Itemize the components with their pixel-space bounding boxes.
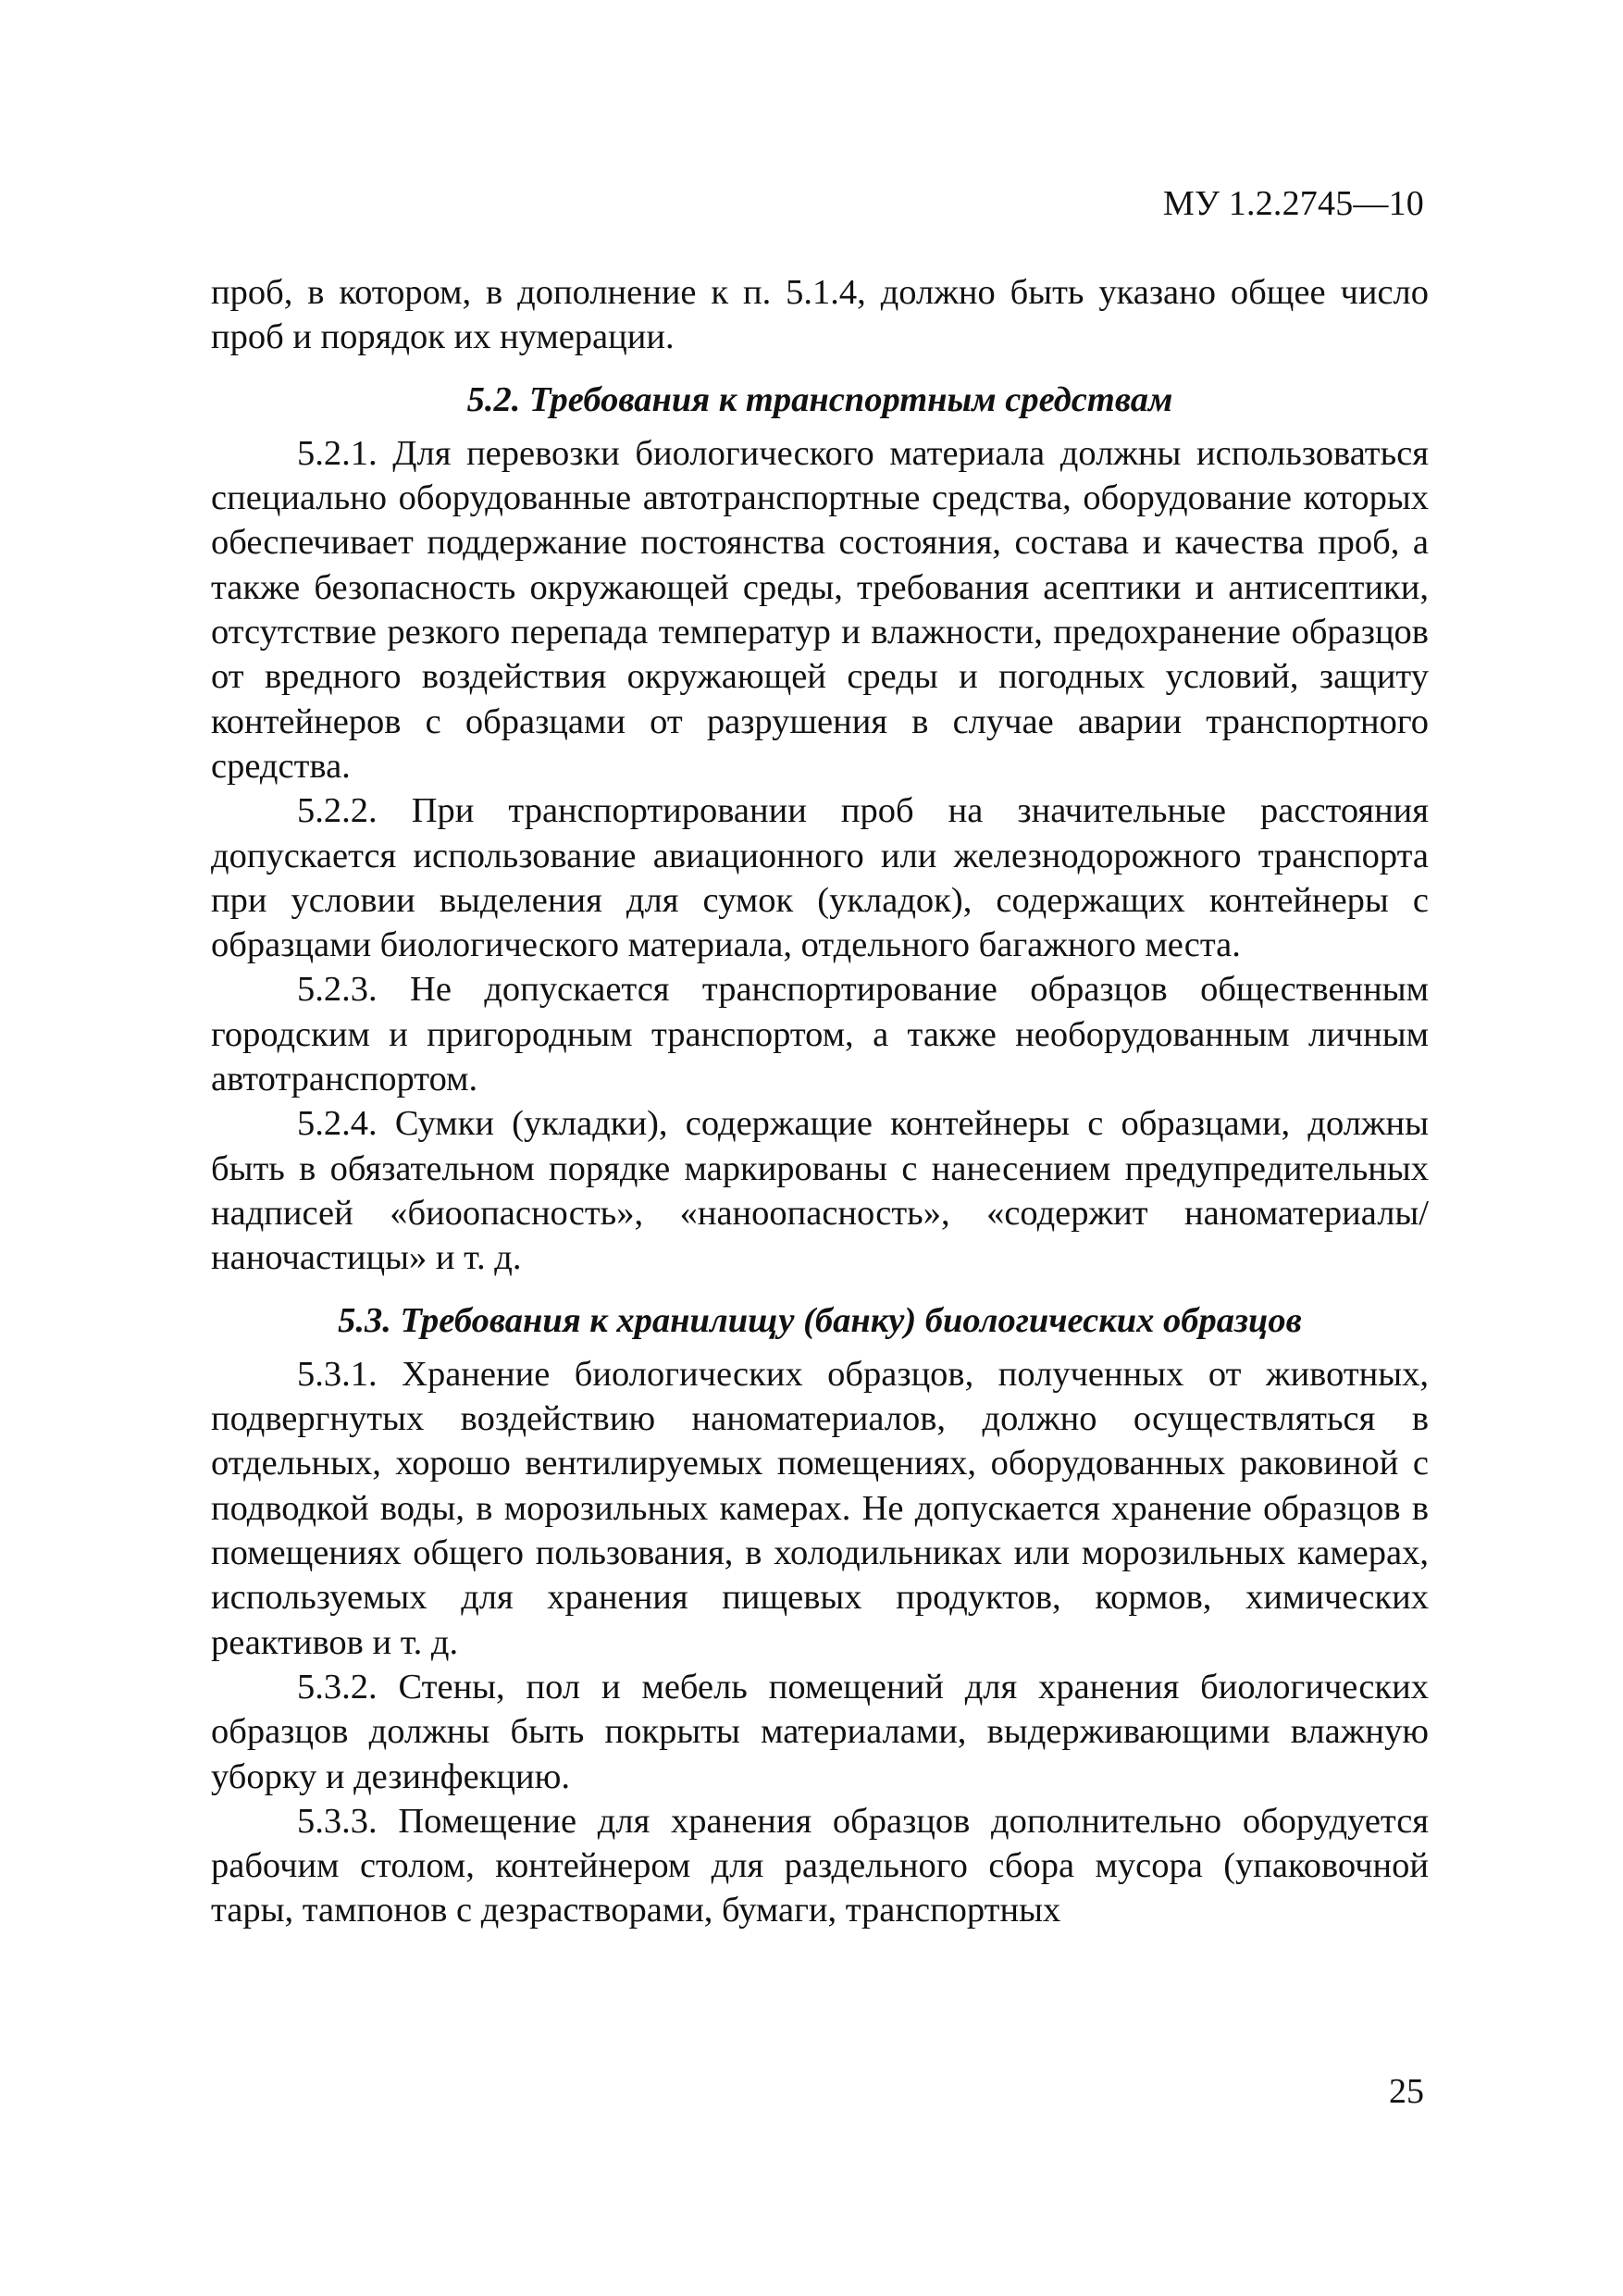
continuation-paragraph: проб, в котором, в дополнение к п. 5.1.4, должно быть указано общее число проб и порядок их нумерации. xyxy=(211,273,1429,357)
paragraph-5-2-3: 5.2.3. Не допускается транспортирование образцов общественным городским и пригородным транспортом, а также необорудованным личным автотранспортом. xyxy=(211,970,1429,1099)
page-number: 25 xyxy=(1389,2072,1424,2111)
paragraph-5-2-1: 5.2.1. Для перевозки биологического материала должны использоваться специально оборудованные автотранспортные средства, оборудование которых обеспечивает поддержание постоянства состояния, состава и качества проб, а также безопасность окружающей среды, требования асептики и антисептики, отсутствие резкого перепада температур и влажности, предохранение образцов от вредного воздействия окружающей среды и погодных условий, защиту контейнеров с образцами от разрушения в случае аварии транспортного средства. xyxy=(211,433,1429,786)
section-heading-5-2: 5.2. Требования к транспортным средствам xyxy=(466,379,1173,419)
paragraph-5-2-2: 5.2.2. При транспортировании проб на значительные расстояния допускается использование авиационного или железнодорожного транспорта при условии выделения для сумок (укладок), содержащих контейнеры с образцами биологического материала, отдельного багажного места. xyxy=(211,791,1429,965)
paragraph-5-3-3: 5.3.3. Помещение для хранения образцов дополнительно оборудуется рабочим столом, контейнером для раздельного сбора мусора (упаковочной тары, тампонов с дезрастворами, бумаги, транспортных xyxy=(211,1801,1429,1930)
page-body xyxy=(211,270,1429,1933)
running-header: МУ 1.2.2745—10 xyxy=(1163,184,1424,223)
paragraph-5-3-2: 5.3.2. Стены, пол и мебель помещений для хранения биологических образцов должны быть покрыты материалами, выдерживающими влажную уборку и дезинфекцию. xyxy=(211,1667,1429,1796)
section-heading-5-3: 5.3. Требования к хранилищу (банку) биологических образцов xyxy=(338,1300,1302,1340)
paragraph-5-2-4: 5.2.4. Сумки (укладки), содержащие контейнеры с образцами, должны быть в обязательном порядке маркированы с нанесением предупредительных надписей «биоопасность», «наноопасность», «содержит наноматериалы/наночастицы» и т. д. xyxy=(211,1104,1429,1278)
paragraph-5-3-1: 5.3.1. Хранение биологических образцов, полученных от животных, подвергнутых воздействию наноматериалов, должно осуществляться в отдельных, хорошо вентилируемых помещениях, оборудованных раковиной с подводкой воды, в морозильных камерах. Не допускается хранение образцов в помещениях общего пользования, в холодильниках или морозильных камерах, используемых для хранения пищевых продуктов, кормов, химических реактивов и т. д. xyxy=(211,1354,1429,1662)
